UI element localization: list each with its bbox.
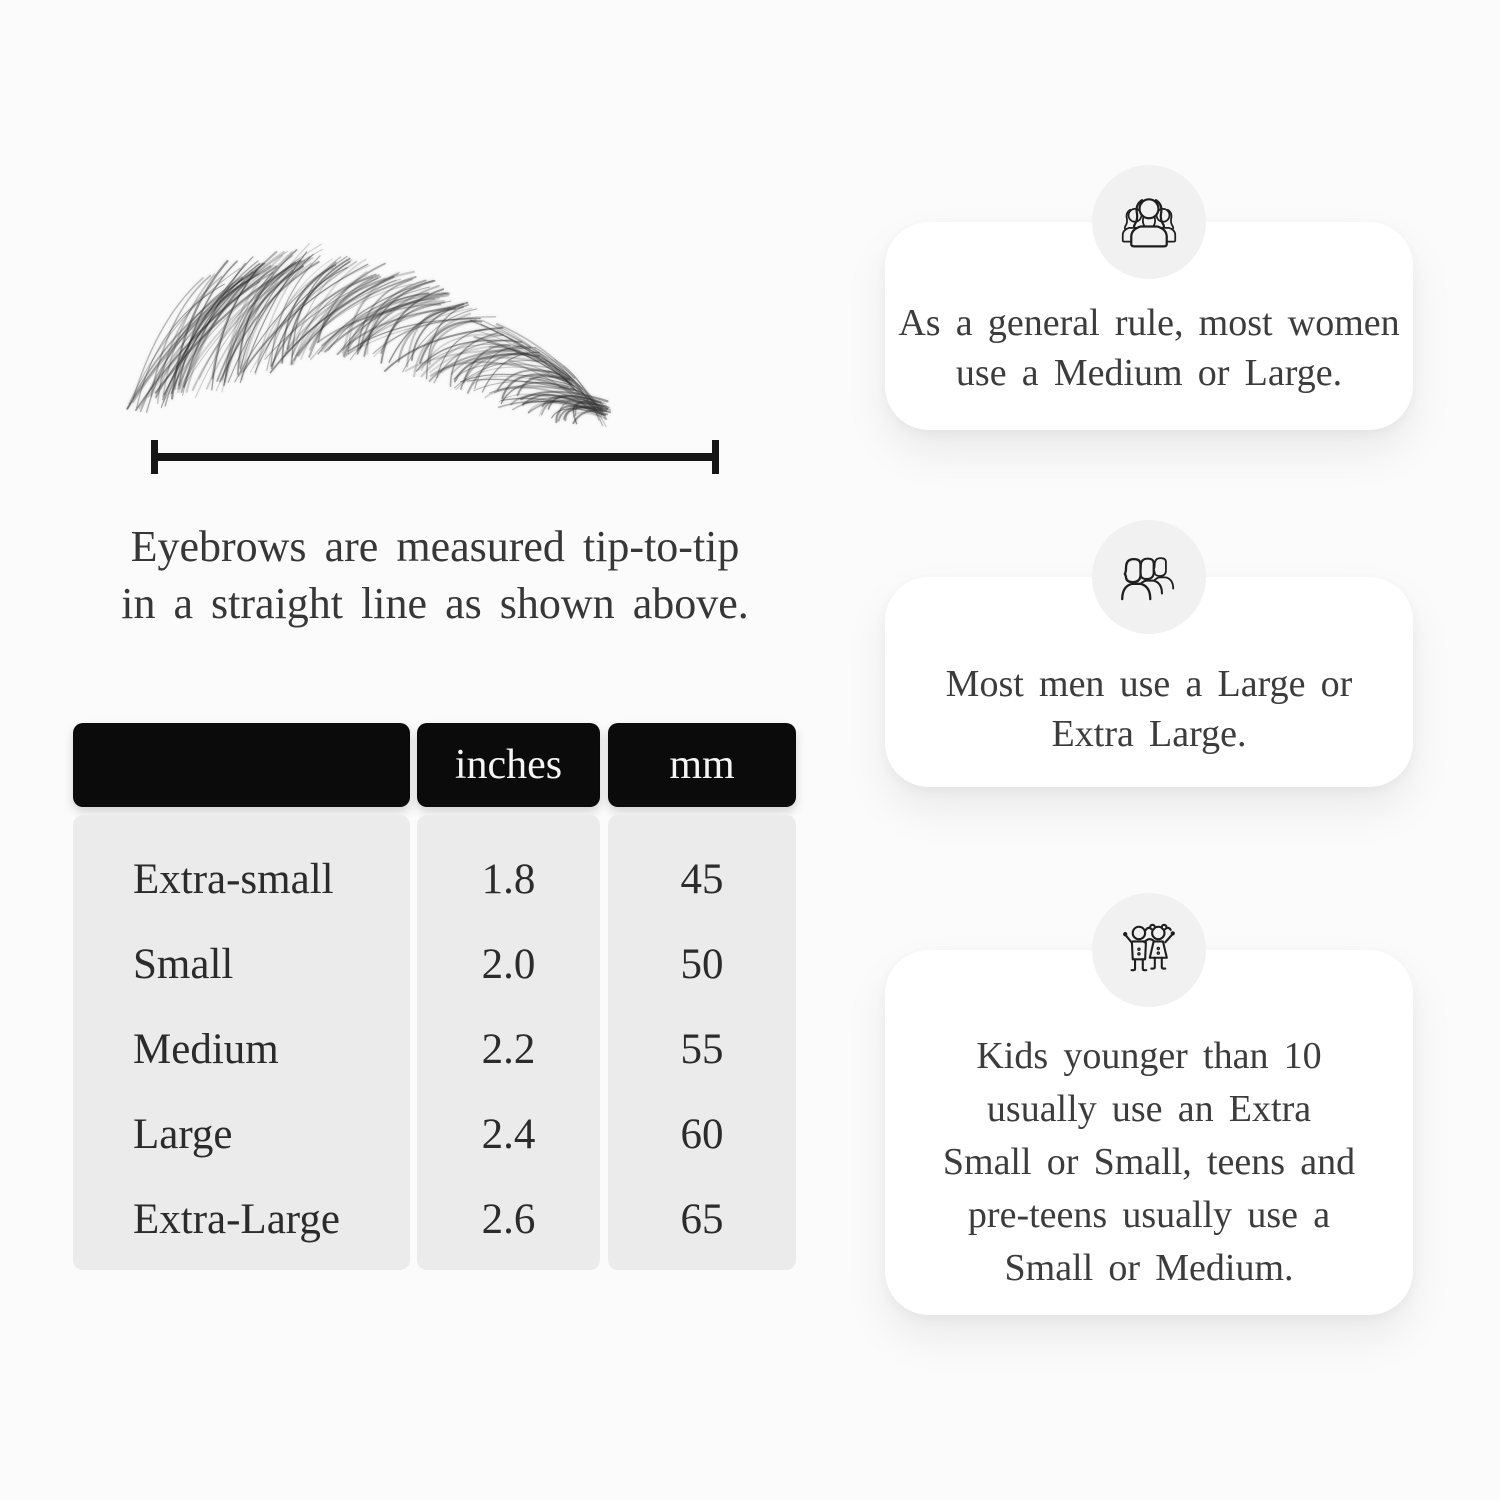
kids-icon — [1118, 919, 1180, 981]
caption-line-2: in a straight line as shown above. — [121, 579, 749, 628]
table-cell-mm: 45 — [680, 856, 724, 903]
measurement-line — [151, 440, 719, 474]
card-text-line: pre-teens usually use a — [967, 1194, 1331, 1236]
table-cell-inches: 2.6 — [481, 1196, 536, 1243]
table-header-mm: mm — [608, 723, 796, 807]
table-cell-mm: 65 — [680, 1196, 724, 1243]
table-header-inches: inches — [417, 723, 600, 807]
card-text-line: Small or Medium. — [1004, 1247, 1294, 1289]
table-row-label: Extra-Large — [133, 1196, 340, 1243]
measurement-line-bar — [151, 453, 719, 461]
women-badge — [1092, 165, 1206, 279]
table-cell-inches: 2.2 — [481, 1026, 536, 1073]
table-cell-inches: 1.8 — [481, 856, 536, 903]
men-group-icon — [1115, 549, 1183, 605]
table-row-label: Extra-small — [133, 856, 334, 903]
card-text-line: Small or Small, teens and — [942, 1141, 1356, 1183]
women-group-icon — [1116, 194, 1182, 250]
measurement-line-right-cap — [712, 440, 719, 474]
advice-card-kids — [885, 950, 1413, 1315]
table-row-label: Small — [133, 941, 234, 988]
table-cell-inches: 2.4 — [481, 1111, 536, 1158]
men-badge — [1092, 520, 1206, 634]
card-text-line: As a general rule, most women — [898, 302, 1400, 344]
card-text-line: use a Medium or Large. — [955, 352, 1343, 394]
table-cell-inches: 2.0 — [481, 941, 536, 988]
table-cell-mm: 55 — [680, 1026, 724, 1073]
card-text-line: Kids younger than 10 — [976, 1035, 1322, 1077]
card-text-line: Extra Large. — [1051, 713, 1247, 755]
table-row-label: Large — [133, 1111, 233, 1158]
table-cell-mm: 60 — [680, 1111, 724, 1158]
card-text-line: Most men use a Large or — [945, 663, 1353, 705]
table-cell-mm: 50 — [680, 941, 724, 988]
kids-badge — [1092, 893, 1206, 1007]
measurement-caption — [100, 518, 770, 632]
advice-card-men — [885, 577, 1413, 787]
table-column-labels — [73, 815, 410, 1270]
card-text-line: usually use an Extra — [986, 1088, 1312, 1130]
table-row-label: Medium — [133, 1026, 279, 1073]
table-column-inches — [417, 815, 600, 1270]
caption-line-1: Eyebrows are measured tip-to-tip — [130, 522, 740, 571]
advice-card-women — [885, 222, 1413, 430]
table-column-mm — [608, 815, 796, 1270]
table-header-sizes — [73, 723, 410, 807]
eyebrow-illustration — [95, 228, 625, 443]
